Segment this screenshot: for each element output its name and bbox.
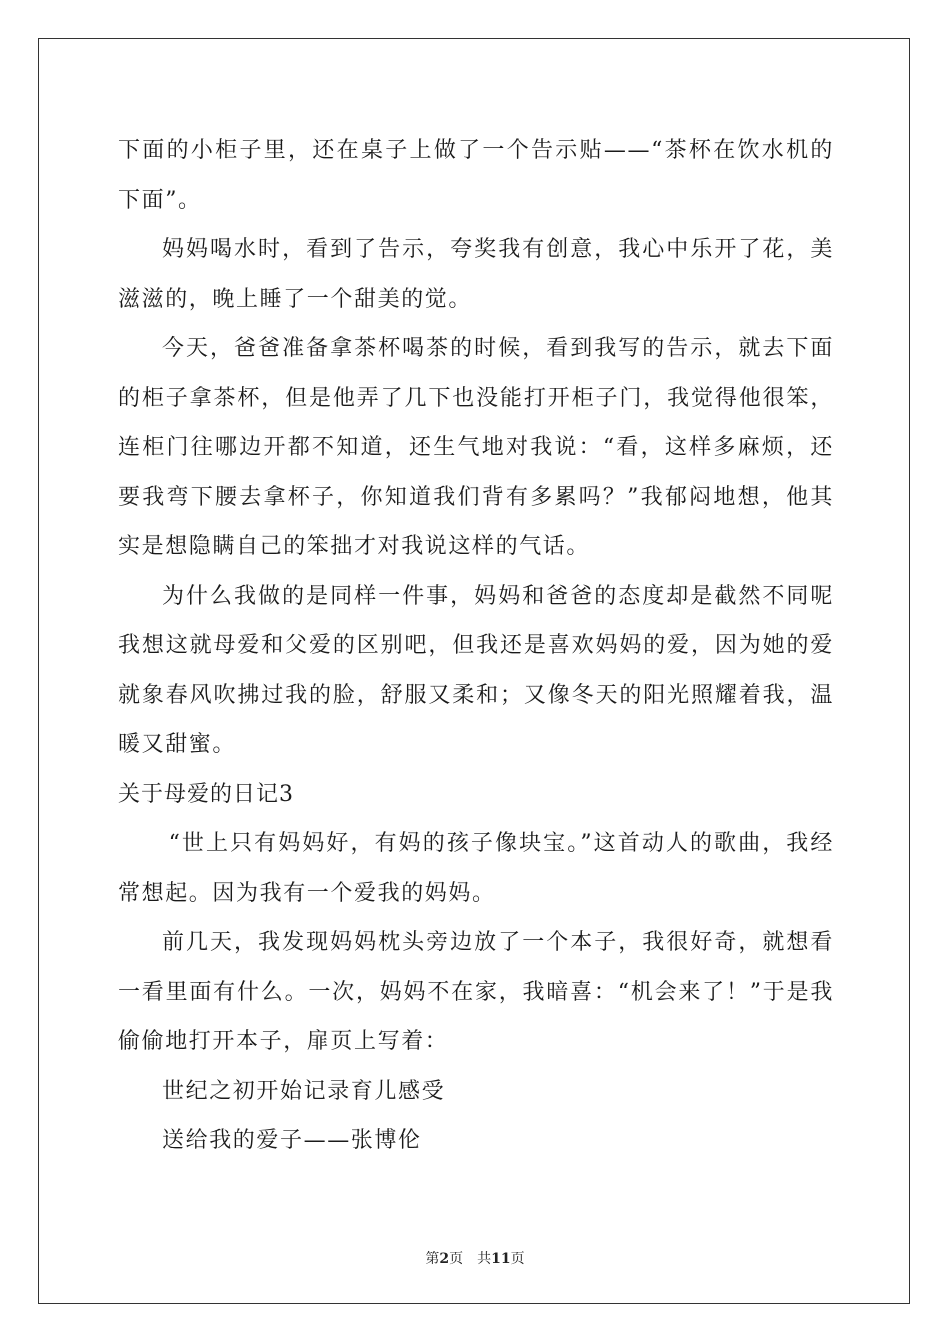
page-footer bbox=[0, 1248, 950, 1268]
paragraph: 世纪之初开始记录育儿感受 bbox=[162, 1078, 446, 1104]
section-heading: 关于母爱的日记3 bbox=[118, 781, 294, 807]
footer-total-pages: 11 bbox=[491, 1251, 511, 1267]
paragraph: 妈妈喝水时，看到了告示，夸奖我有创意，我心中乐开了花，美滋滋的，晚上睡了一个甜美的觉。 bbox=[118, 237, 834, 312]
paragraph: 前几天，我发现妈妈枕头旁边放了一个本子，我很好奇，就想看一看里面有什么。一次，妈妈不在家，我暗喜：“机会来了！”于是我偷偷地打开本子，扉页上写着： bbox=[118, 930, 834, 1054]
footer-total-prefix: 共 bbox=[477, 1251, 492, 1267]
paragraph: 送给我的爱子——张博伦 bbox=[162, 1128, 422, 1153]
paragraph: 今天，爸爸准备拿茶杯喝茶的时候，看到我写的告示，就去下面的柜子拿茶杯，但是他弄了几下也没能打开柜子门，我觉得他很笨，连柜门往哪边开都不知道，还生气地对我说：“看，这样多麻烦，还要我弯下腰去拿杯子，你知道我们背有多累吗？”我郁闷地想，他其实是想隐瞒自己的笨拙才对我说这样的气话。 bbox=[118, 336, 834, 559]
paragraph: “世上只有妈妈好，有妈的孩子像块宝。”这首动人的歌曲，我经常想起。因为我有一个爱我的妈妈。 bbox=[118, 831, 834, 906]
footer-page-prefix: 第 bbox=[425, 1251, 440, 1267]
footer-total-suffix: 页 bbox=[510, 1251, 525, 1267]
paragraph-continuation: 下面的小柜子里，还在桌子上做了一个告示贴——“茶杯在饮水机的下面”。 bbox=[118, 138, 834, 213]
paragraph: 为什么我做的是同样一件事，妈妈和爸爸的态度却是截然不同呢我想这就母爱和父爱的区别吧，但我还是喜欢妈妈的爱，因为她的爱就象春风吹拂过我的脸，舒服又柔和；又像冬天的阳光照耀着我，温暖又甜蜜。 bbox=[118, 583, 834, 757]
footer-page-number: 2 bbox=[439, 1251, 450, 1267]
document-body bbox=[118, 126, 834, 1166]
footer-page-suffix: 页 bbox=[449, 1251, 464, 1267]
